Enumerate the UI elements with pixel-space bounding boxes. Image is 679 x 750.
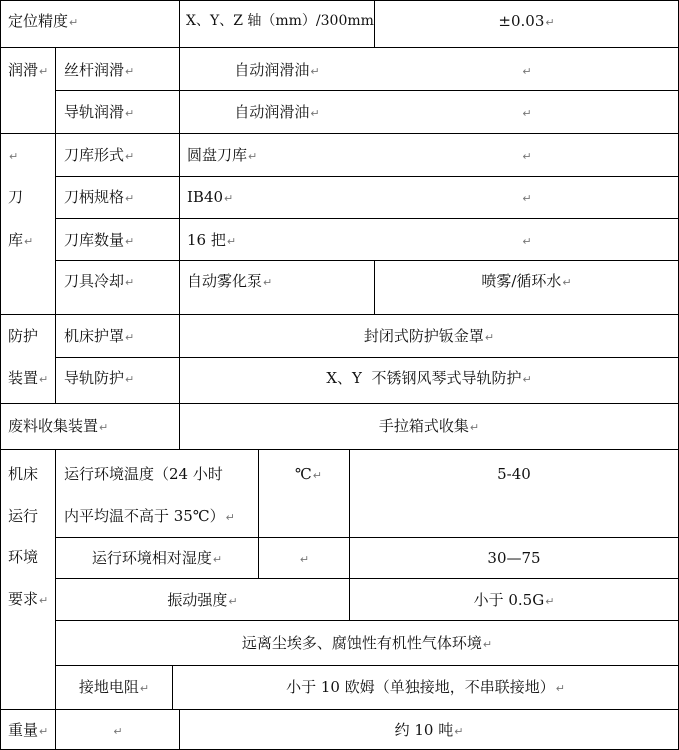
magazine-form-value: 圆盘刀库↵ [187, 146, 258, 164]
temp-value: 5-40 [497, 465, 531, 483]
waste-value: 手拉箱式收集↵ [378, 417, 480, 435]
humidity-value: 30—75 [487, 549, 541, 567]
col-rule [0, 0, 1, 750]
row-rule [55, 665, 679, 666]
row-rule [55, 578, 679, 579]
magazine-qty-value: 16 把↵ [187, 231, 237, 249]
protect-group-label-2: 装置↵ [8, 369, 49, 387]
positioning-value: ±0.03↵ [498, 12, 555, 30]
row-rule [55, 218, 679, 219]
waste-label: 废料收集装置↵ [8, 417, 109, 435]
row-rule [0, 0, 679, 1]
env-group-label-1: 机床 [8, 465, 39, 483]
vibration-value: 小于 0.5G↵ [473, 591, 555, 609]
row-rule [0, 133, 679, 134]
row-rule [55, 176, 679, 177]
col-rule [55, 47, 56, 404]
positioning-axis: X、Y、Z 轴（mm）/300mm [186, 13, 374, 29]
humidity-label: 运行环境相对湿度↵ [91, 549, 223, 567]
ground-value: 小于 10 欧姆（单独接地，不串联接地）↵ [286, 678, 565, 696]
screw-lube-extra: ↵ [522, 65, 532, 78]
row-rule [55, 90, 679, 91]
env-group-label-2: 运行 [8, 507, 39, 525]
temp-label-line-2: 内平均温不高于 35℃）↵ [64, 507, 235, 525]
temp-unit: ℃↵ [295, 465, 322, 483]
magazine-qty-label: 刀库数量↵ [64, 231, 135, 249]
tool-holder-extra: ↵ [522, 192, 532, 205]
screw-lube-value: 自动润滑油↵ [234, 61, 320, 79]
temp-label-line-1: 运行环境温度（24 小时 [64, 465, 223, 483]
magazine-group-label-1: 刀 [8, 188, 24, 206]
positioning-label: 定位精度↵ [8, 12, 79, 30]
tool-cooling-extra: 喷雾/循环水↵ [481, 272, 572, 290]
row-rule [55, 620, 679, 621]
rail-lube-label: 导轨润滑↵ [64, 103, 135, 121]
tool-cooling-value: 自动雾化泵↵ [187, 272, 273, 290]
tool-cooling-label: 刀具冷却↵ [64, 272, 135, 290]
env-group-label-3: 环境 [8, 548, 39, 566]
row-rule [0, 449, 679, 450]
col-rule [55, 449, 56, 710]
magazine-form-extra: ↵ [522, 150, 532, 163]
magazine-qty-extra: ↵ [522, 235, 532, 248]
row-rule [55, 357, 679, 358]
vibration-label: 振动强度↵ [167, 591, 238, 609]
tool-holder-value: IB40↵ [187, 188, 234, 206]
dust-requirement: 远离尘埃多、腐蚀性有机性气体环境↵ [241, 634, 493, 652]
env-group-label-4: 要求↵ [8, 590, 49, 608]
row-rule [0, 709, 679, 710]
machine-cover-label: 机床护罩↵ [64, 327, 135, 345]
rail-lube-value: 自动润滑油↵ [234, 103, 320, 121]
rail-guard-value: X、Y 不锈钢风琴式导轨防护↵ [326, 369, 532, 387]
col-rule [179, 47, 180, 404]
rail-guard-label: 导轨防护↵ [64, 369, 135, 387]
machine-cover-value: 封闭式防护钣金罩↵ [363, 327, 495, 345]
row-rule [0, 47, 679, 48]
row-rule [55, 537, 679, 538]
screw-lube-label: 丝杆润滑↵ [64, 61, 135, 79]
weight-blank: ↵ [113, 725, 123, 738]
weight-label: 重量↵ [8, 721, 49, 739]
magazine-group-mark: ↵ [9, 150, 19, 163]
ground-label: 接地电阻↵ [78, 678, 150, 696]
lube-group-label: 润滑↵ [8, 61, 49, 79]
tool-holder-label: 刀柄规格↵ [64, 188, 135, 206]
row-rule [0, 314, 679, 315]
row-rule [55, 260, 679, 261]
rail-lube-extra: ↵ [522, 107, 532, 120]
col-rule [179, 0, 180, 47]
magazine-group-label-2: 库↵ [8, 231, 34, 249]
magazine-form-label: 刀库形式↵ [64, 146, 135, 164]
protect-group-label-1: 防护 [8, 327, 39, 345]
weight-value: 约 10 吨↵ [394, 721, 464, 739]
row-rule [0, 403, 679, 404]
humidity-unit: ↵ [299, 553, 310, 566]
